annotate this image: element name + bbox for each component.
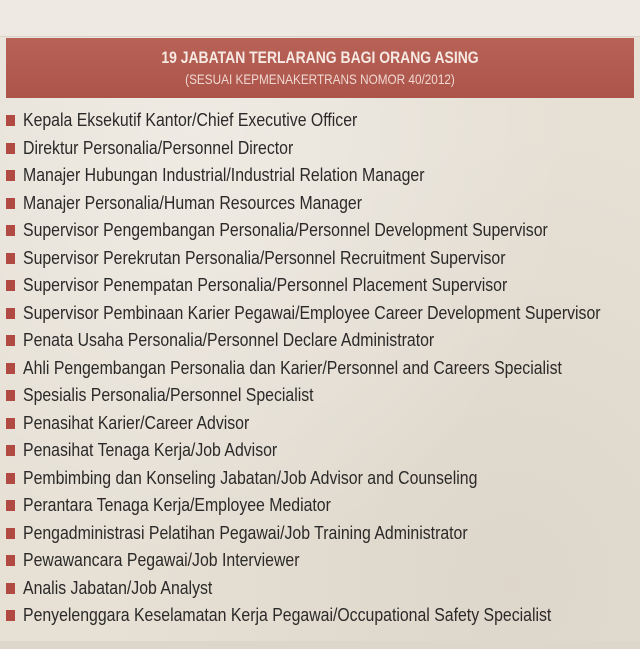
- list-item-label: Pewawancara Pegawai/Job Interviewer: [23, 550, 300, 570]
- list-item-label: Perantara Tenaga Kerja/Employee Mediator: [23, 495, 331, 515]
- banner-title: 19 JABATAN TERLARANG BAGI ORANG ASING: [161, 48, 479, 67]
- list-item-label: Spesialis Personalia/Personnel Specialist: [23, 385, 314, 405]
- bullet-square-icon: [6, 253, 15, 264]
- list-item: [6, 245, 626, 273]
- list-item: [6, 135, 626, 163]
- list-item-label: Penasihat Tenaga Kerja/Job Advisor: [23, 440, 278, 460]
- bullet-square-icon: [6, 143, 15, 154]
- list-item: [6, 492, 626, 520]
- list-item: [6, 602, 626, 630]
- header-banner: [6, 38, 634, 98]
- list-item: [6, 190, 626, 218]
- bullet-square-icon: [6, 280, 15, 291]
- list-item-label: Pengadministrasi Pelatihan Pegawai/Job Training Administrator: [23, 522, 468, 543]
- list-item-label: Pembimbing dan Konseling Jabatan/Job Advisor and Counseling: [23, 467, 478, 488]
- bullet-square-icon: [6, 528, 15, 539]
- bullet-square-icon: [6, 170, 15, 181]
- list-item-label: Supervisor Perekrutan Personalia/Personnel Recruitment Supervisor: [23, 247, 506, 268]
- list-item-label: Penyelenggara Keselamatan Kerja Pegawai/Occupational Safety Specialist: [23, 605, 552, 625]
- list-item: [6, 410, 626, 438]
- bullet-square-icon: [6, 308, 15, 319]
- list-item-label: Manajer Hubungan Industrial/Industrial Relation Manager: [23, 165, 425, 185]
- list-item: [6, 355, 626, 383]
- bullet-square-icon: [6, 390, 15, 401]
- bullet-square-icon: [6, 555, 15, 566]
- list-item-label: Kepala Eksekutif Kantor/Chief Executive Officer: [23, 110, 358, 130]
- list-item: [6, 465, 626, 493]
- bullet-square-icon: [6, 198, 15, 209]
- list-item-label: Direktur Personalia/Personnel Director: [23, 137, 294, 158]
- list-item-label: Supervisor Pembinaan Karier Pegawai/Employee Career Development Supervisor: [23, 302, 601, 323]
- job-list: [6, 107, 626, 630]
- list-item-label: Supervisor Penempatan Personalia/Personnel Placement Supervisor: [23, 275, 508, 295]
- bullet-square-icon: [6, 583, 15, 594]
- list-item: [6, 327, 626, 355]
- bullet-square-icon: [6, 363, 15, 374]
- list-item: [6, 520, 626, 548]
- bullet-square-icon: [6, 500, 15, 511]
- list-item-label: Penasihat Karier/Career Advisor: [23, 412, 250, 433]
- list-item: [6, 300, 626, 328]
- list-item-label: Manajer Personalia/Human Resources Manager: [23, 192, 362, 213]
- bottom-paper-edge: [0, 641, 640, 649]
- list-item: [6, 217, 626, 245]
- list-item: [6, 107, 626, 135]
- list-item: [6, 437, 626, 465]
- bullet-square-icon: [6, 473, 15, 484]
- list-item-label: Ahli Pengembangan Personalia dan Karier/Personnel and Careers Specialist: [23, 357, 562, 378]
- list-item: [6, 272, 626, 300]
- list-item: [6, 547, 626, 575]
- list-item-label: Supervisor Pengembangan Personalia/Personnel Development Supervisor: [23, 220, 548, 240]
- list-item: [6, 575, 626, 603]
- bullet-square-icon: [6, 225, 15, 236]
- banner-subtitle: (SESUAI KEPMENAKERTRANS NOMOR 40/2012): [185, 71, 455, 87]
- bullet-square-icon: [6, 335, 15, 346]
- bullet-square-icon: [6, 610, 15, 621]
- bullet-square-icon: [6, 115, 15, 126]
- list-item: [6, 162, 626, 190]
- list-item-label: Analis Jabatan/Job Analyst: [23, 577, 213, 598]
- bullet-square-icon: [6, 418, 15, 429]
- list-item: [6, 382, 626, 410]
- bullet-square-icon: [6, 445, 15, 456]
- top-paper-strip: [0, 0, 640, 37]
- list-item-label: Penata Usaha Personalia/Personnel Declare Administrator: [23, 330, 435, 350]
